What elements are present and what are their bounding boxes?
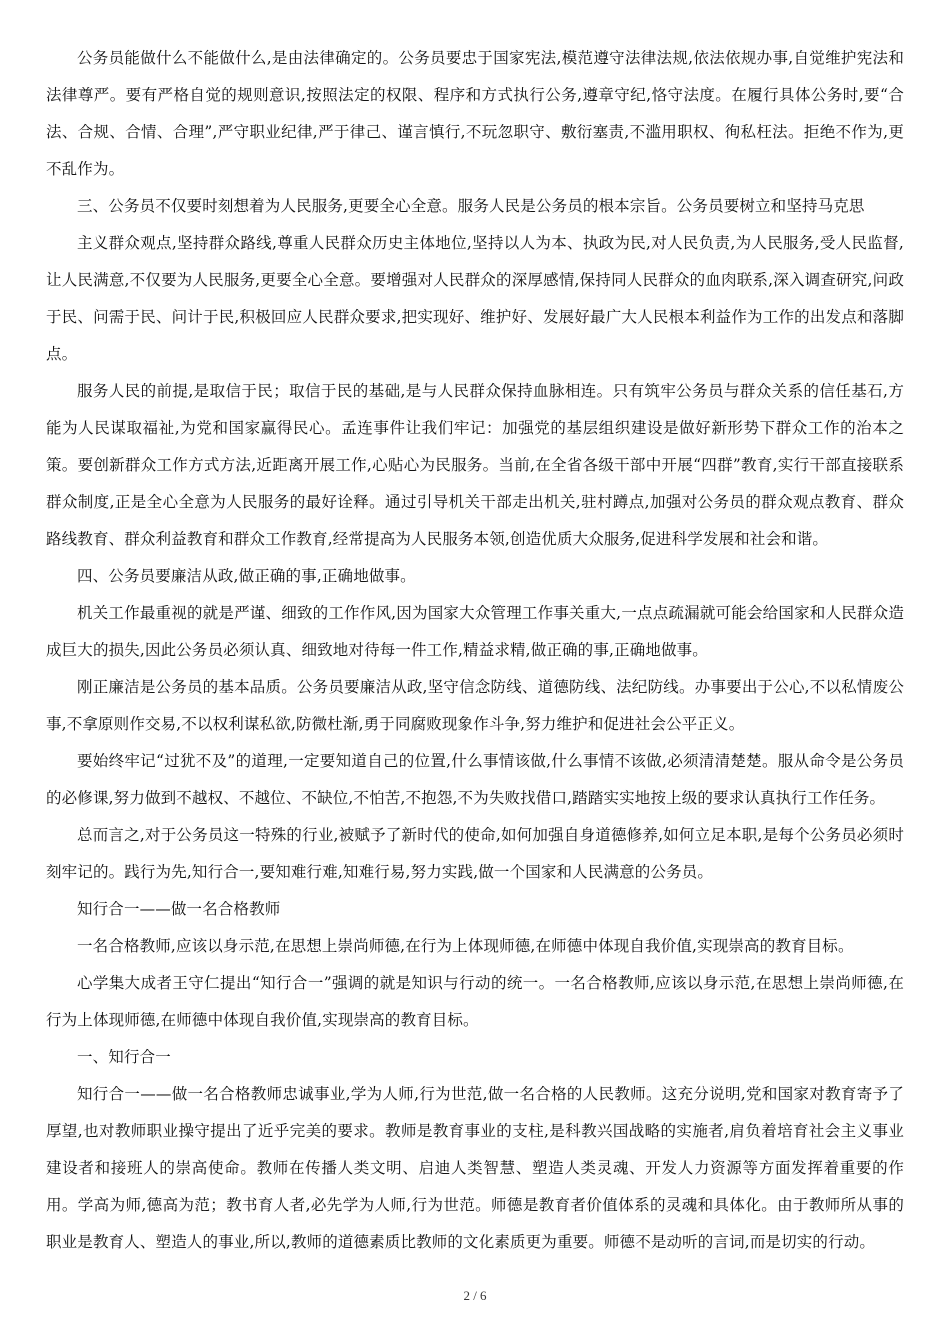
- page-number: 2 / 6: [463, 1288, 487, 1303]
- paragraph-mass-line: 主义群众观点,坚持群众路线,尊重人民群众历史主体地位,坚持以人为本、执政为民,对人民负责,为人民服务,受人民监督,让人民满意,不仅要为人民服务,更要全心全意。要增强对人民群众的深厚感情,保持同人民群众的血肉联系,深入调查研究,问政于民、问需于民、问计于民,积极回应人民群众要求,把实现好、维护好、发展好最广大人民根本利益作为工作的出发点和落脚点。: [46, 234, 904, 363]
- paragraph-teacher-intro: 一名合格教师,应该以身示范,在思想上崇尚师德,在行为上体现师德,在师德中体现自我价值,实现崇高的教育目标。: [77, 937, 854, 955]
- paragraph-teacher-duty: 知行合一——做一名合格教师忠诚事业,学为人师,行为世范,做一名合格的人民教师。这充分说明,党和国家对教育寄予了厚望,也对教师职业操守提出了近乎完美的要求。教师是教育事业的支柱,是科教兴国战略的实施者,肩负着培育社会主义事业建设者和接班人的崇高使命。教师在传播人类文明、启迪人类智慧、塑造人类灵魂、开发人力资源等方面发挥着重要的作用。学高为师,德高为范；教书育人者,必先学为人师,行为世范。师德是教育者价值体系的灵魂和具体化。由于教师所从事的职业是教育人、塑造人的事业,所以,教师的道德素质比教师的文化素质更为重要。师德不是动听的言词,而是切实的行动。: [46, 1085, 904, 1251]
- section-title-teacher: 知行合一——做一名合格教师: [77, 900, 281, 918]
- document-body: [46, 40, 904, 1261]
- paragraph-trust: 服务人民的前提,是取信于民；取信于民的基础,是与人民群众保持血脉相连。只有筑牢公务员与群众关系的信任基石,方能为人民谋取福祉,为党和国家赢得民心。孟连事件让我们牢记：加强党的基层组织建设是做好新形势下群众工作的治本之策。要创新群众工作方式方法,近距离开展工作,心贴心为民服务。当前,在全省各级干部中开展“四群”教育,实行干部直接联系群众制度,正是全心全意为人民服务的最好诠释。通过引导机关干部走出机关,驻村蹲点,加强对公务员的群众观点教育、群众路线教育、群众利益教育和群众工作教育,经常提高为人民服务本领,创造优质大众服务,促进科学发展和社会和谐。: [46, 382, 904, 548]
- paragraph-heading-integrity: 四、公务员要廉洁从政,做正确的事,正确地做事。: [77, 567, 416, 585]
- paragraph-conclusion: 总而言之,对于公务员这一特殊的行业,被赋予了新时代的使命,如何加强自身道德修养,如何立足本职,是每个公务员必须时刻牢记的。践行为先,知行合一,要知难行难,知难行易,努力实践,做一个国家和人民满意的公务员。: [46, 826, 904, 881]
- paragraph-honesty: 刚正廉洁是公务员的基本品质。公务员要廉洁从政,坚守信念防线、道德防线、法纪防线。办事要出于公心,不以私情废公事,不拿原则作交易,不以权利谋私欲,防微杜渐,勇于同腐败现象作斗争,努力维护和促进社会公平正义。: [46, 678, 904, 733]
- paragraph-moderation: 要始终牢记“过犹不及”的道理,一定要知道自己的位置,什么事情该做,什么事情不该做,必须清清楚楚。服从命令是公务员的必修课,努力做到不越权、不越位、不缺位,不怕苦,不抱怨,不为失败找借口,踏踏实实地按上级的要求认真执行工作任务。: [46, 752, 904, 807]
- paragraph-heading-serve-people: 三、公务员不仅要时刻想着为人民服务,更要全心全意。服务人民是公务员的根本宗旨。公务员要树立和坚持马克思: [77, 197, 865, 215]
- paragraph-heading-unity: 一、知行合一: [77, 1048, 171, 1066]
- paragraph-work-style: 机关工作最重视的就是严谨、细致的工作作风,因为国家大众管理工作事关重大,一点点疏漏就可能会给国家和人民群众造成巨大的损失,因此公务员必须认真、细致地对待每一件工作,精益求精,做正确的事,正确地做事。: [46, 604, 904, 659]
- paragraph-law: 公务员能做什么不能做什么,是由法律确定的。公务员要忠于国家宪法,模范遵守法律法规,依法依规办事,自觉维护宪法和法律尊严。要有严格自觉的规则意识,按照法定的权限、程序和方式执行公务,遵章守纪,恪守法度。在履行具体公务时,要“合法、合规、合情、合理”,严守职业纪律,严于律己、谨言慎行,不玩忽职守、敷衍塞责,不滥用职权、徇私枉法。拒绝不作为,更不乱作为。: [46, 49, 904, 178]
- paragraph-wang-shouren: 心学集大成者王守仁提出“知行合一”强调的就是知识与行动的统一。一名合格教师,应该以身示范,在思想上崇尚师德,在行为上体现师德,在师德中体现自我价值,实现崇高的教育目标。: [46, 974, 904, 1029]
